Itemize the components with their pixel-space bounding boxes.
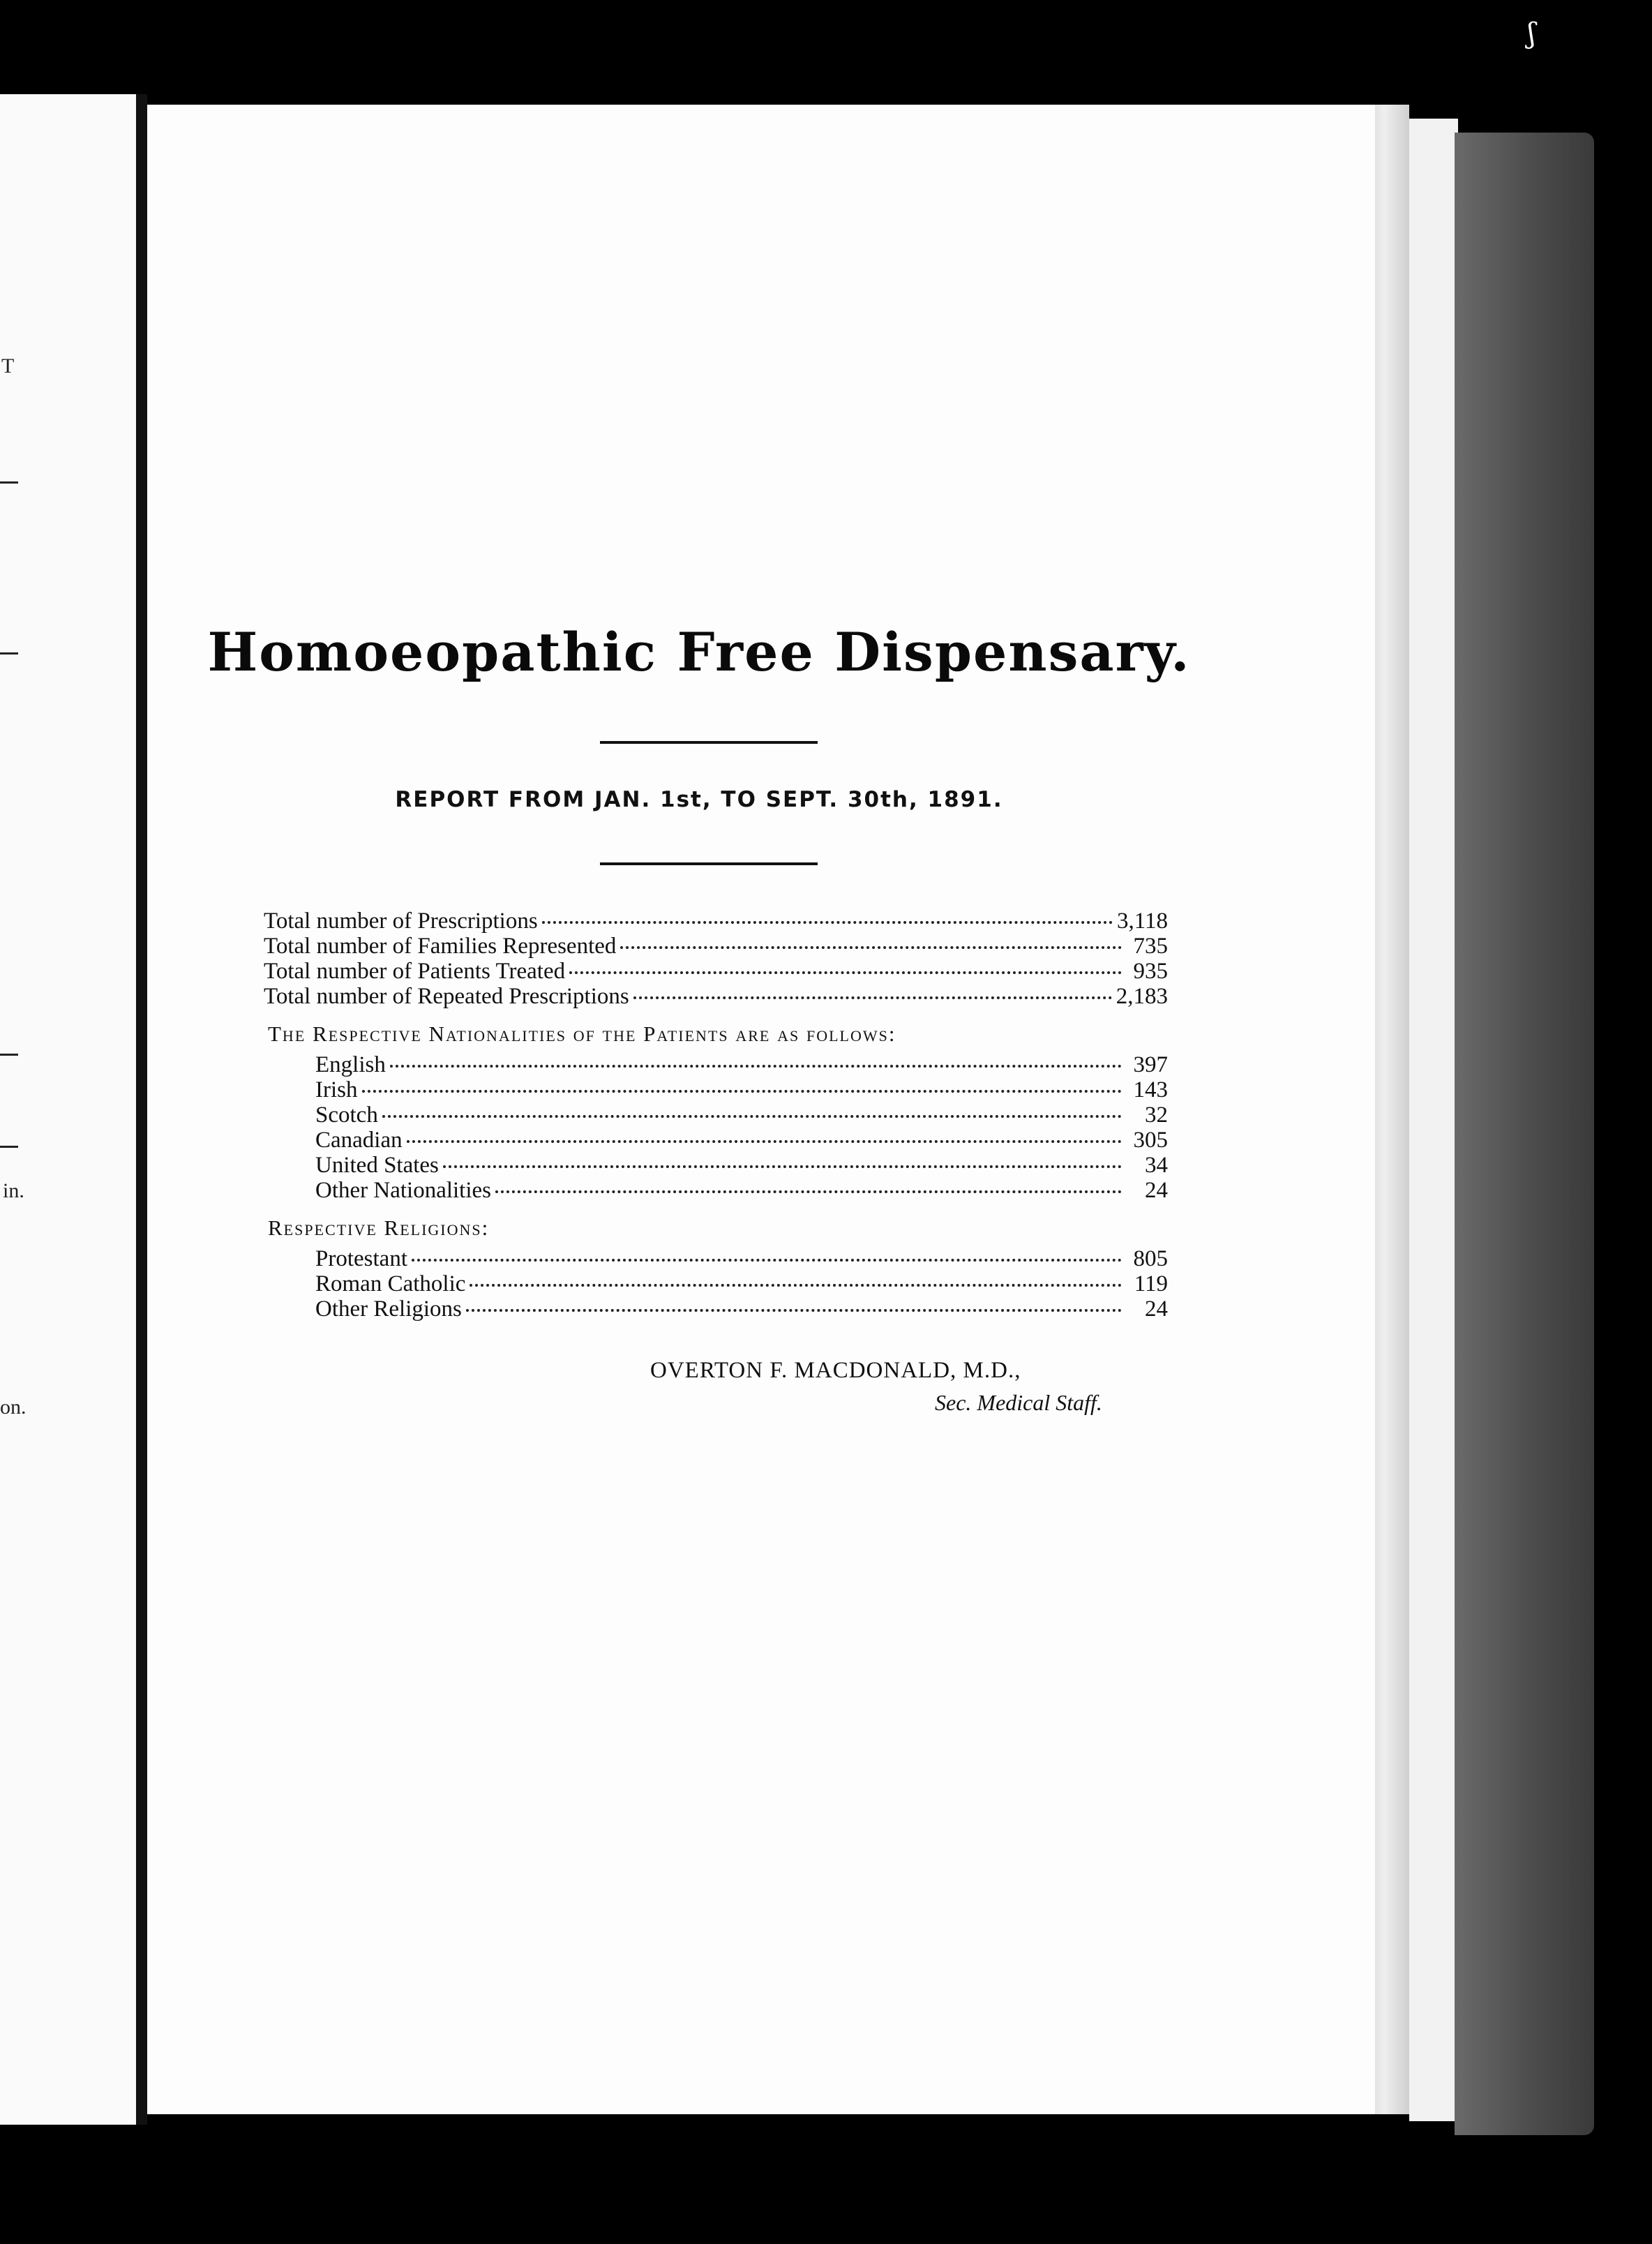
nationalities-heading: The Respective Nationalities of the Patients are as follows: xyxy=(268,1022,896,1046)
leader-dots xyxy=(633,996,1112,999)
corner-mark: ʃ xyxy=(1528,17,1535,50)
stat-value: 143 xyxy=(1133,1077,1168,1102)
stat-value: 32 xyxy=(1145,1102,1168,1128)
stat-label: Roman Catholic xyxy=(315,1271,466,1296)
leader-dots xyxy=(407,1140,1122,1143)
leader-dots xyxy=(542,921,1113,924)
book-gutter xyxy=(136,94,147,2125)
stat-value: 935 xyxy=(1133,959,1168,984)
stat-value: 24 xyxy=(1145,1296,1168,1322)
page-edges xyxy=(1409,119,1458,2121)
stat-row xyxy=(264,959,1168,984)
stat-label: Other Religions xyxy=(315,1296,462,1322)
left-page-text-in: in. xyxy=(3,1179,24,1202)
stat-row xyxy=(264,908,1168,934)
leader-dots xyxy=(620,946,1122,949)
left-page-rule xyxy=(0,652,18,654)
report-subtitle: REPORT FROM JAN. 1st, TO SEPT. 30th, 1891. xyxy=(395,787,1003,812)
left-page-fragment xyxy=(0,94,136,2125)
stat-label: Irish xyxy=(315,1077,358,1102)
nationalities-list xyxy=(264,1052,1168,1203)
stat-row xyxy=(315,1052,1168,1077)
stat-value: 735 xyxy=(1133,934,1168,959)
stat-row xyxy=(315,1246,1168,1271)
stat-row xyxy=(264,934,1168,959)
stat-label: Canadian xyxy=(315,1128,403,1153)
stat-label: English xyxy=(315,1052,386,1077)
left-page-rule xyxy=(0,481,18,484)
religions-heading: Respective Religions: xyxy=(268,1216,490,1240)
page-title: Homoeopathic Free Dispensary. xyxy=(207,621,1191,683)
stat-row xyxy=(315,1153,1168,1178)
stat-label: Total number of Repeated Prescriptions xyxy=(264,984,629,1009)
stat-row xyxy=(315,1296,1168,1322)
stat-value: 34 xyxy=(1145,1153,1168,1178)
leader-dots xyxy=(362,1090,1122,1093)
stat-value: 24 xyxy=(1145,1178,1168,1203)
stat-label: Total number of Families Represented xyxy=(264,934,617,959)
subtitle-rule xyxy=(600,862,818,865)
stat-value: 3,118 xyxy=(1116,908,1168,934)
stat-label: Other Nationalities xyxy=(315,1178,492,1203)
stat-value: 805 xyxy=(1133,1246,1168,1271)
signature-name: OVERTON F. MACDONALD, M.D., xyxy=(650,1358,1021,1383)
left-page-text-t: T xyxy=(1,354,15,377)
stat-label: Total number of Patients Treated xyxy=(264,959,566,984)
leader-dots xyxy=(443,1165,1122,1168)
stat-label: United States xyxy=(315,1153,439,1178)
leader-dots xyxy=(470,1284,1122,1287)
stat-row xyxy=(315,1128,1168,1153)
statistics-block xyxy=(264,908,1168,1322)
stat-value: 305 xyxy=(1133,1128,1168,1153)
leader-dots xyxy=(390,1065,1122,1068)
stat-label: Total number of Prescriptions xyxy=(264,908,538,934)
totals-list xyxy=(264,908,1168,1009)
stat-label: Protestant xyxy=(315,1246,407,1271)
leader-dots xyxy=(495,1190,1122,1193)
stat-value: 119 xyxy=(1134,1271,1168,1296)
left-page-rule xyxy=(0,1146,18,1148)
book-cover xyxy=(1455,133,1594,2135)
leader-dots xyxy=(466,1309,1122,1312)
stat-row xyxy=(315,1077,1168,1102)
title-rule xyxy=(600,741,818,744)
left-page-rule xyxy=(0,1054,18,1056)
religions-list xyxy=(264,1246,1168,1322)
stat-row xyxy=(264,984,1168,1009)
stat-row xyxy=(315,1102,1168,1128)
left-page-text-on: on. xyxy=(0,1396,27,1419)
stat-row xyxy=(315,1178,1168,1203)
signature-role: Sec. Medical Staff. xyxy=(935,1390,1102,1415)
stat-value: 2,183 xyxy=(1116,984,1168,1009)
leader-dots xyxy=(569,971,1122,974)
stat-row xyxy=(315,1271,1168,1296)
stat-label: Scotch xyxy=(315,1102,378,1128)
stat-value: 397 xyxy=(1133,1052,1168,1077)
leader-dots xyxy=(412,1259,1122,1262)
leader-dots xyxy=(382,1115,1122,1118)
